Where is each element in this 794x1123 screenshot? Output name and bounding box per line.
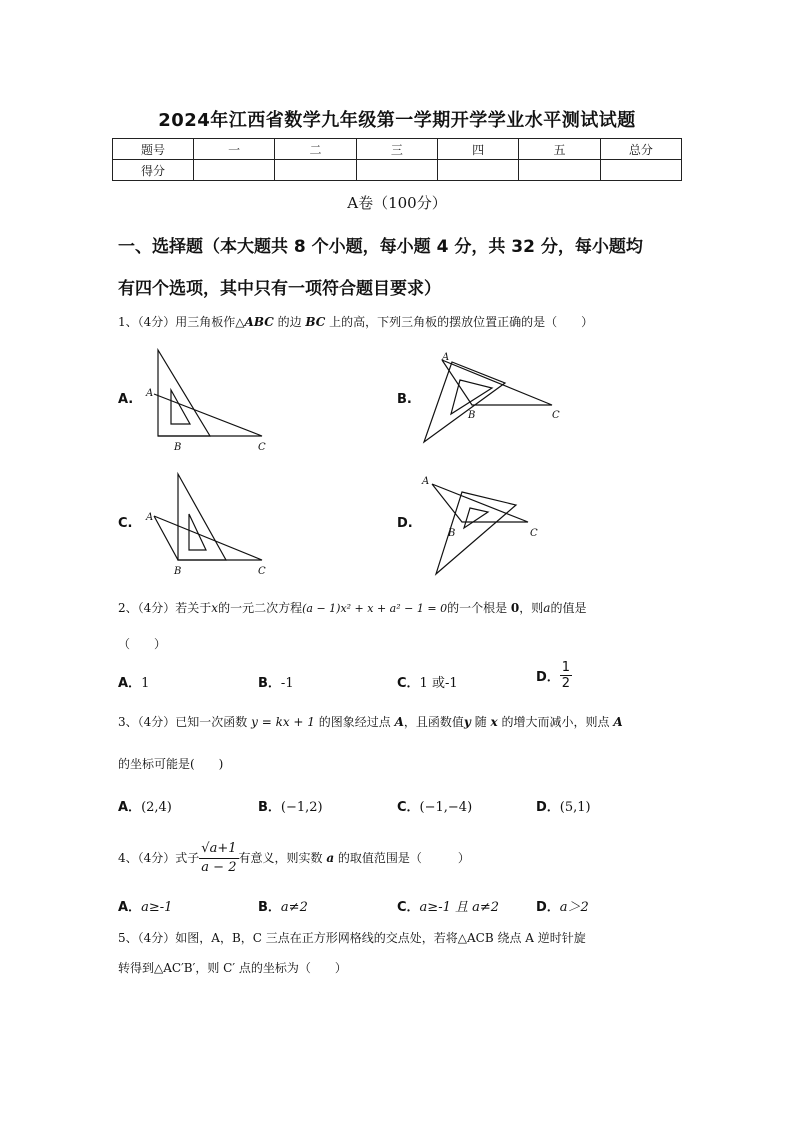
q2-option-b[interactable]: [258, 672, 294, 691]
q1-option-d-label[interactable]: D.: [397, 516, 413, 531]
part1-heading-line2: 有四个选项，其中只有一项符合题目要求）: [118, 279, 441, 299]
q3-text: 的图象经过点: [314, 715, 395, 729]
score-cell[interactable]: [437, 160, 518, 181]
set-square-outer: [424, 362, 505, 442]
q4-text: 有意义，则实数: [238, 851, 327, 865]
set-square-outer: [158, 350, 210, 436]
q4-option-c[interactable]: [397, 896, 499, 915]
score-cell[interactable]: [519, 160, 600, 181]
label-b: B: [174, 566, 182, 577]
score-header-cell: 题号: [113, 139, 194, 160]
fraction-numerator: 1: [561, 660, 571, 675]
option-label: A．: [118, 900, 142, 915]
q3-point-a: A: [613, 715, 623, 729]
q2-option-c[interactable]: [397, 672, 458, 691]
option-label: D．: [536, 800, 560, 815]
q3-text: 随: [470, 715, 491, 729]
q2-root-value: 0: [510, 601, 520, 615]
q4-option-a[interactable]: [118, 896, 172, 915]
option-label: C．: [397, 800, 420, 815]
option-label: B．: [258, 900, 281, 915]
q3-function: y = kx + 1: [251, 715, 315, 729]
q2-option-d[interactable]: [536, 660, 572, 691]
triangle-abc: [154, 516, 262, 560]
q1-option-c-figure[interactable]: [140, 474, 280, 584]
score-cell[interactable]: [356, 160, 437, 181]
q1-option-a-figure[interactable]: [140, 350, 280, 460]
label-b: B: [468, 410, 476, 421]
q1-option-a-label[interactable]: A.: [118, 392, 134, 407]
q1-text: 的边: [273, 315, 306, 329]
option-value: 1 或-1: [419, 676, 458, 691]
q4-variable-a: a: [326, 851, 335, 865]
q1-number: 1、（4分）: [118, 315, 176, 329]
score-row-label: 得分: [113, 160, 194, 181]
score-header-cell: 三: [356, 139, 437, 160]
q3-option-c[interactable]: [397, 796, 472, 815]
q3-text: 的增大而减小，则点: [497, 715, 614, 729]
label-a: A: [442, 352, 450, 363]
question-4: [118, 840, 688, 877]
option-value: a≠2: [280, 900, 308, 915]
q2-paren: （ ）: [118, 637, 167, 651]
option-value: (2,4): [141, 800, 172, 815]
q1-text: 上的高，下列三角板的摆放位置正确的是（ ）: [325, 315, 594, 329]
q2-equation: (a − 1)x² + x + a² − 1 = 0: [302, 602, 448, 615]
option-label: C．: [397, 676, 420, 691]
option-value: -1: [280, 676, 294, 691]
option-value: (−1,−4): [419, 800, 473, 815]
question-2: [118, 598, 688, 619]
option-value: (5,1): [559, 800, 591, 815]
q1-option-b-label[interactable]: B.: [397, 392, 412, 407]
score-header-cell: 四: [437, 139, 518, 160]
label-b: B: [448, 528, 456, 539]
option-value: 1: [141, 676, 150, 691]
q2-text: 的一元二次方程: [218, 601, 303, 615]
fraction-numerator: √a+1: [199, 840, 238, 859]
q3-variable-x: x: [490, 715, 498, 729]
label-c: C: [258, 566, 266, 577]
option-label: B．: [258, 676, 281, 691]
label-b: B: [174, 442, 182, 453]
q2-text: 的值是: [550, 601, 587, 615]
score-table-header-row: [113, 139, 682, 160]
q1-option-c-label[interactable]: C.: [118, 516, 133, 531]
fraction-denominator: a − 2: [201, 860, 237, 875]
option-label: D．: [536, 900, 560, 915]
q2-variable-x: x: [211, 601, 219, 615]
label-c: C: [258, 442, 266, 453]
q3-point-a: A: [394, 715, 404, 729]
score-header-cell: 二: [275, 139, 356, 160]
label-a: A: [146, 512, 154, 523]
q2-text: ，则: [519, 601, 544, 615]
q3-text: ，且函数值: [403, 715, 464, 729]
score-cell[interactable]: [600, 160, 681, 181]
exam-title: 2024年江西省数学九年级第一学期开学学业水平测试试题: [158, 110, 636, 131]
q1-text: 用三角板作△: [175, 315, 245, 329]
score-header-cell: 总分: [600, 139, 681, 160]
q1-option-d-figure[interactable]: [418, 472, 568, 582]
option-value: a≥-1: [141, 900, 173, 915]
option-value: a≥-1 且 a≠2: [419, 900, 500, 915]
option-label: C．: [397, 900, 420, 915]
q2-option-a[interactable]: [118, 672, 149, 691]
q4-option-d[interactable]: [536, 896, 589, 915]
question-1: [118, 312, 688, 332]
option-label: A．: [118, 800, 142, 815]
q5-line2: 转得到△AC′B′，则 C′ 点的坐标为（ ）: [118, 961, 347, 975]
set-square-outer: [178, 474, 226, 560]
score-table-score-row: [113, 160, 682, 181]
option-fraction: [560, 660, 572, 691]
set-square-inner: [464, 508, 488, 528]
q3-option-b[interactable]: [258, 796, 323, 815]
triangle-abc: [432, 484, 528, 522]
option-label: D．: [536, 670, 560, 685]
q4-fraction: [199, 840, 238, 877]
section-a-heading: A卷（100分）: [347, 194, 447, 212]
q4-number: 4、（4分）: [118, 851, 176, 865]
triangle-abc: [154, 394, 262, 436]
score-cell[interactable]: [275, 160, 356, 181]
triangle-abc: [442, 360, 552, 405]
label-a: A: [146, 388, 154, 399]
option-value: (−1,2): [280, 800, 323, 815]
q4-option-b[interactable]: [258, 896, 308, 915]
q3-text: 已知一次函数: [175, 715, 252, 729]
q4-text: 式子: [175, 851, 200, 865]
score-header-cell: 一: [194, 139, 275, 160]
q3-option-d[interactable]: [536, 796, 591, 815]
q1-option-b-figure[interactable]: [418, 350, 568, 450]
q5-text: 如图，A，B，C 三点在正方形网格线的交点处，若将△ACB 绕点 A 逆时针旋: [175, 931, 586, 945]
q2-number: 2、（4分）: [118, 601, 176, 615]
fraction-denominator: 2: [561, 676, 571, 691]
option-value: a＞2: [559, 900, 589, 915]
option-label: A．: [118, 676, 142, 691]
score-header-cell: 五: [519, 139, 600, 160]
option-label: B．: [258, 800, 281, 815]
part1-heading-line1: 一、选择题（本大题共 8 个小题，每小题 4 分，共 32 分，每小题均: [118, 237, 643, 257]
q3-option-a[interactable]: [118, 796, 172, 815]
label-a: A: [422, 476, 430, 487]
q2-text: 若关于: [175, 601, 212, 615]
q3-variable-y: y: [463, 715, 471, 729]
score-cell[interactable]: [194, 160, 275, 181]
q5-number: 5、（4分）: [118, 931, 176, 945]
q3-number: 3、（4分）: [118, 715, 176, 729]
q4-text: 的取值范围是（ ）: [334, 851, 470, 865]
question-5: [118, 928, 688, 948]
label-c: C: [552, 410, 560, 421]
q1-triangle-name: ABC: [244, 315, 274, 329]
q2-text: 的一个根是: [447, 601, 511, 615]
score-table: [112, 138, 682, 181]
label-c: C: [530, 528, 538, 539]
question-3: [118, 712, 688, 732]
q3-line2: 的坐标可能是( ): [118, 757, 224, 771]
q1-side-name: BC: [305, 315, 326, 329]
q2-variable-a: a: [543, 601, 551, 615]
